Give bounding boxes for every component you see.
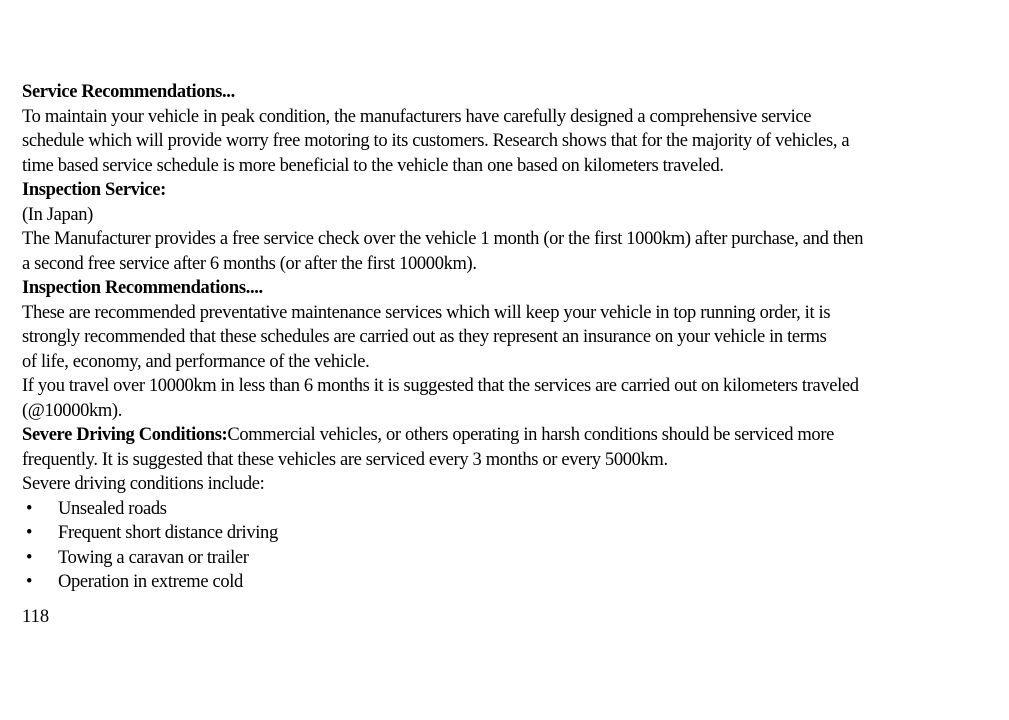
page-number: 118 (22, 607, 50, 627)
travel-line: If you travel over 10000km in less than 6 months it is suggested that the services are carried out on kilometers traveled (22, 376, 859, 396)
bullet-icon: • (26, 523, 33, 543)
travel-line: (@10000km). (22, 400, 123, 421)
service-recommendations-heading: Service Recommendations... (22, 82, 235, 102)
severe-driving-heading: Severe Driving Conditions: (22, 425, 228, 445)
recommendations-line: strongly recommended that these schedules are carried out as they represent an insurance on your vehicle in terms (22, 327, 827, 347)
list-item-text: Operation in extreme cold (58, 572, 243, 592)
list-item (22, 497, 1002, 522)
list-item-text: Unsealed roads (58, 498, 167, 519)
intro-line: time based service schedule is more beneficial to the vehicle than one based on kilometers traveled. (22, 155, 724, 176)
severe-conditions-line (22, 423, 1002, 448)
list-item (22, 570, 1002, 595)
bullet-icon: • (26, 498, 33, 519)
inspection-recommendations-heading: Inspection Recommendations.... (22, 278, 263, 298)
severe-conditions-intro: Severe driving conditions include: (22, 474, 265, 494)
bullet-icon: • (26, 547, 33, 568)
inspection-service-heading: Inspection Service: (22, 180, 166, 200)
list-item-text: Frequent short distance driving (58, 523, 278, 543)
intro-line: To maintain your vehicle in peak condition, the manufacturers have carefully designed a comprehensive service (22, 106, 812, 127)
severe-conditions-line: frequently. It is suggested that these vehicles are serviced every 3 months or every 5000km. (22, 449, 668, 470)
recommendations-line: These are recommended preventative maintenance services which will keep your vehicle in top running order, it is (22, 302, 831, 323)
recommendations-line: of life, economy, and performance of the vehicle. (22, 351, 370, 372)
intro-line: schedule which will provide worry free motoring to its customers. Research shows that for the majority of vehicles, a (22, 131, 850, 151)
list-item-text: Towing a caravan or trailer (58, 547, 249, 568)
severe-conditions-list (22, 497, 1002, 595)
inspection-line: The Manufacturer provides a free service check over the vehicle 1 month (or the first 1000km) after purchase, and then (22, 229, 864, 249)
bullet-icon: • (26, 572, 33, 592)
inspection-region: (In Japan) (22, 204, 93, 225)
severe-conditions-text: Commercial vehicles, or others operating in harsh conditions should be serviced more (227, 425, 835, 445)
manual-page-text (22, 80, 1002, 595)
list-item (22, 546, 1002, 571)
list-item (22, 521, 1002, 546)
inspection-line: a second free service after 6 months (or after the first 10000km). (22, 253, 477, 274)
